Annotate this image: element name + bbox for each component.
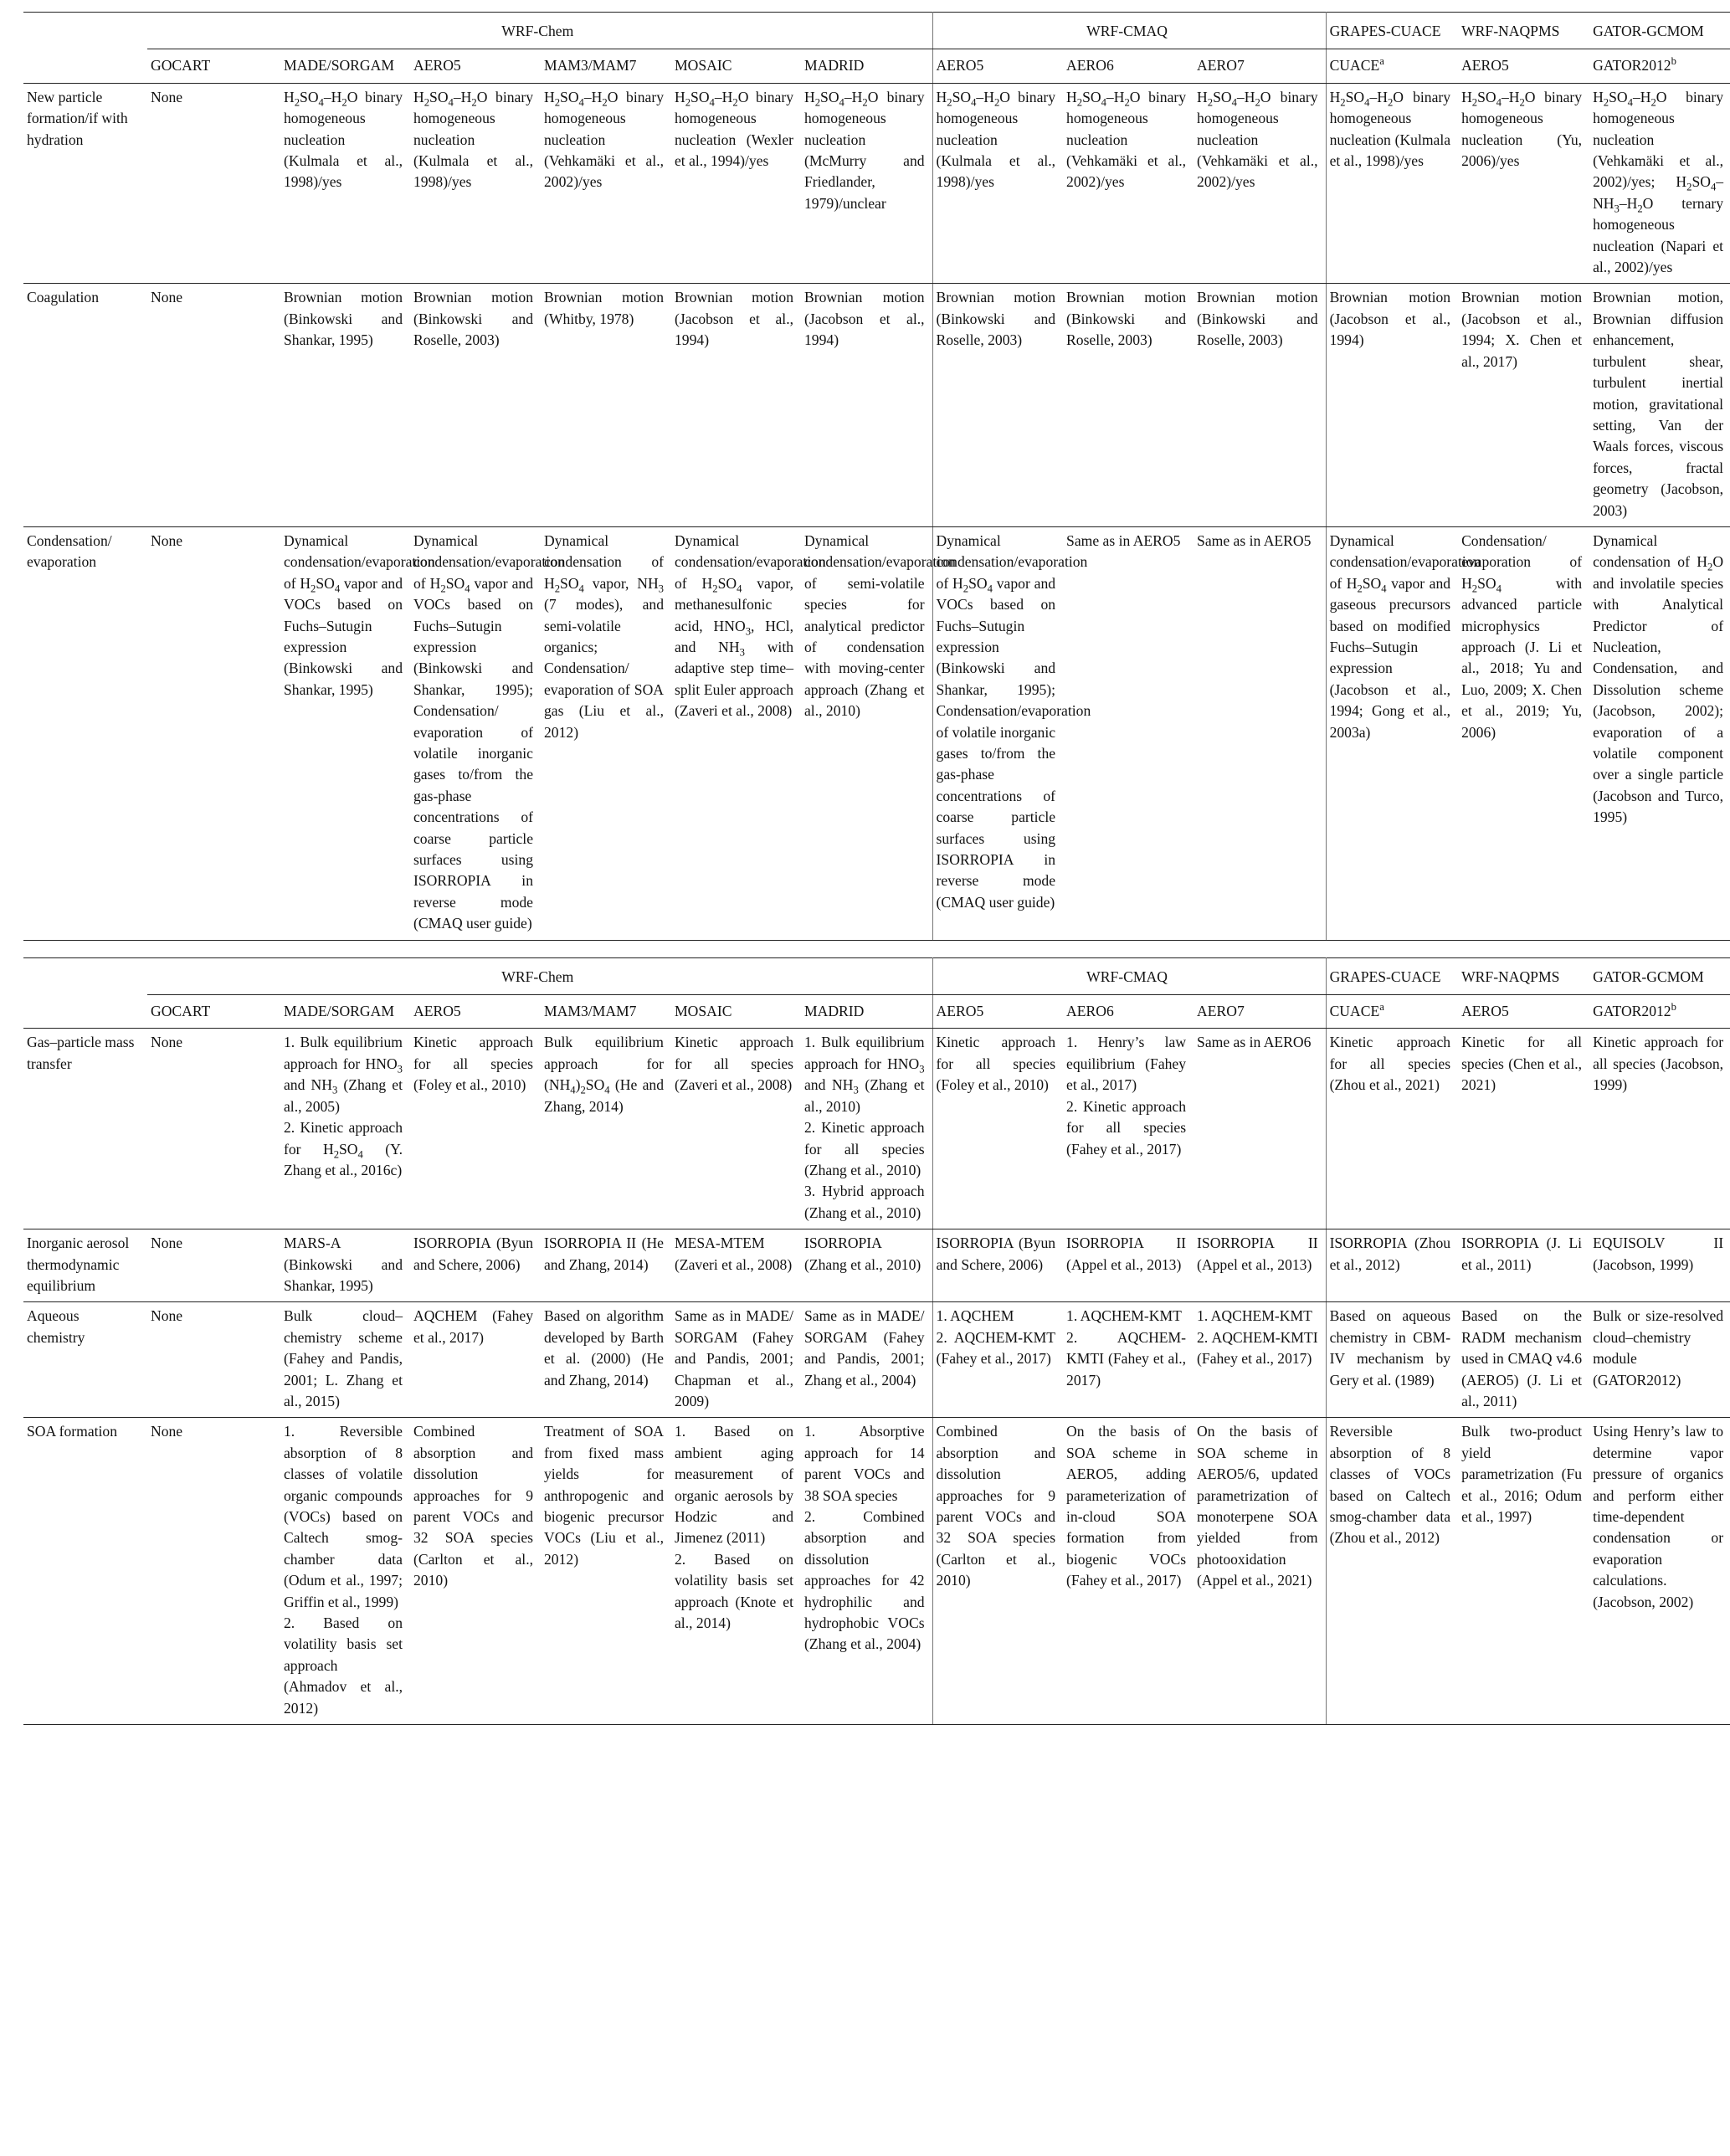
table-cell: Dynamical condensation/evaporation of $H_2SO_4$ vapor and VOCs based on Fuchs–Sutugin expression (Binkowski and Shankar, 1995); Condensation/ evaporation of volatile inorganic gases to/from the gas-phase concentrations of coarse particle surfaces using ISORROPIA in reverse mode (CMAQ user guide)	[410, 526, 541, 940]
table-cell: Dynamical condensation/evaporation of $H_2SO_4$ vapor, methanesulfonic acid, $HNO_3$, HCl, and $NH_3$ with adaptive step time–split Euler approach (Zaveri et al., 2008)	[671, 526, 801, 940]
process-label: Inorganic aerosol thermodynamic equilibrium	[23, 1229, 147, 1302]
model-group-wrf-chem: WRF-Chem	[147, 13, 932, 49]
module-header: GATOR2012$^b$	[1589, 995, 1730, 1029]
model-group-wrf-naqpms: WRF-NAQPMS	[1458, 957, 1589, 994]
process-label: New particle formation/if with hydration	[23, 83, 147, 284]
aerosol-scheme-table-part-2	[23, 957, 1730, 1725]
table-cell: $H_2SO_4-H_2O$ binary homogeneous nucleation (Vehkamäki et al., 2002)/yes	[1194, 83, 1326, 284]
table-cell: 1. Absorptive approach for 14 parent VOCs and 38 SOA species 2. Combined absorption and dissolution approaches for 42 hydrophilic and hydrophobic VOCs (Zhang et al., 2004)	[801, 1418, 932, 1725]
table-cell: Kinetic approach for all species (Zaveri et al., 2008)	[671, 1029, 801, 1229]
module-header: GATOR2012$^b$	[1589, 49, 1730, 83]
table-cell: Based on algorithm developed by Barth et al. (2000) (He and Zhang, 2014)	[541, 1302, 671, 1418]
table-cell: ISORROPIA (Byun and Schere, 2006)	[932, 1229, 1063, 1302]
module-header: MADRID	[801, 49, 932, 83]
module-header: AERO5	[1458, 49, 1589, 83]
table-cell: Bulk cloud–chemistry scheme (Fahey and Pandis, 2001; L. Zhang et al., 2015)	[280, 1302, 410, 1418]
module-header: AERO5	[1458, 995, 1589, 1029]
table-cell: ISORROPIA II (Appel et al., 2013)	[1063, 1229, 1194, 1302]
table-cell: Brownian motion (Jacobson et al., 1994)	[1326, 284, 1458, 526]
table-cell: Based on aqueous chemistry in CBM-IV mechanism by Gery et al. (1989)	[1326, 1302, 1458, 1418]
table-cell: Dynamical condensation/evaporation of semi-volatile species for analytical predictor of condensation with moving-center approach (Zhang et al., 2010)	[801, 526, 932, 940]
table-cell: $H_2SO_4-H_2O$ binary homogeneous nucleation (Yu, 2006)/yes	[1458, 83, 1589, 284]
process-label: Gas–particle mass transfer	[23, 1029, 147, 1229]
process-label: Aqueous chemistry	[23, 1302, 147, 1418]
model-group-header-row	[23, 13, 1730, 49]
table-cell: None	[147, 1418, 280, 1725]
table-cell: Brownian motion (Jacobson et al., 1994; X. Chen et al., 2017)	[1458, 284, 1589, 526]
module-header: CUACE$^a$	[1326, 995, 1458, 1029]
table-page	[23, 12, 1730, 1725]
process-label: Coagulation	[23, 284, 147, 526]
table-cell: Based on the RADM mechanism used in CMAQ v4.6 (AERO5) (J. Li et al., 2011)	[1458, 1302, 1589, 1418]
table-cell: Kinetic approach for all species (Foley et al., 2010)	[410, 1029, 541, 1229]
aerosol-scheme-table-part-1	[23, 12, 1730, 941]
module-header: AERO7	[1194, 49, 1326, 83]
table-row	[23, 526, 1730, 940]
table-cell: $H_2SO_4-H_2O$ binary homogeneous nucleation (Kulmala et al., 1998)/yes	[410, 83, 541, 284]
table-cell: Kinetic approach for all species (Foley et al., 2010)	[932, 1029, 1063, 1229]
table-cell: AQCHEM (Fahey et al., 2017)	[410, 1302, 541, 1418]
module-header-row	[23, 995, 1730, 1029]
table-cell: Kinetic approach for all species (Jacobson, 1999)	[1589, 1029, 1730, 1229]
model-group-wrf-cmaq: WRF-CMAQ	[932, 13, 1326, 49]
module-header: AERO5	[410, 49, 541, 83]
module-header: AERO6	[1063, 49, 1194, 83]
model-group-header-row	[23, 957, 1730, 994]
table-cell: ISORROPIA II (He and Zhang, 2014)	[541, 1229, 671, 1302]
table-cell: 1. Based on ambient aging measurement of organic aerosols by Hodzic and Jimenez (2011) 2. Based on volatility basis set approach (Knote et al., 2014)	[671, 1418, 801, 1725]
table-cell: Bulk equilibrium approach for $(NH_4)_2SO_4$ (He and Zhang, 2014)	[541, 1029, 671, 1229]
module-header: AERO5	[932, 995, 1063, 1029]
table-cell: $H_2SO_4-H_2O$ binary homogeneous nucleation (Vehkamäki et al., 2002)/yes; $H_2SO_4-NH_3-H_2O$ ternary homogeneous nucleation (Napari et al., 2002)/yes	[1589, 83, 1730, 284]
model-group-wrf-naqpms: WRF-NAQPMS	[1458, 13, 1589, 49]
table-cell: None	[147, 526, 280, 940]
table-cell: None	[147, 1229, 280, 1302]
model-group-gator-gcmom: GATOR-GCMOM	[1589, 13, 1730, 49]
table-row	[23, 284, 1730, 526]
table-cell: 1. AQCHEM-KMT 2. AQCHEM-KMTI (Fahey et al., 2017)	[1063, 1302, 1194, 1418]
model-group-grapes-cuace: GRAPES-CUACE	[1326, 957, 1458, 994]
table-row	[23, 83, 1730, 284]
module-header: CUACE$^a$	[1326, 49, 1458, 83]
table-row	[23, 1229, 1730, 1302]
module-header: MADE/SORGAM	[280, 995, 410, 1029]
table-cell: Brownian motion (Binkowski and Shankar, 1995)	[280, 284, 410, 526]
module-header: MAM3/MAM7	[541, 995, 671, 1029]
table-cell: ISORROPIA (J. Li et al., 2011)	[1458, 1229, 1589, 1302]
table-row	[23, 1302, 1730, 1418]
module-header: MADRID	[801, 995, 932, 1029]
module-header: AERO5	[932, 49, 1063, 83]
table-cell: Same as in AERO5	[1194, 526, 1326, 940]
table-cell: Bulk two-product yield parametrization (Fu et al., 2016; Odum et al., 1997)	[1458, 1418, 1589, 1725]
table-cell: $H_2SO_4-H_2O$ binary homogeneous nucleation (Kulmala et al., 1998)/yes	[280, 83, 410, 284]
table-cell: MESA-MTEM (Zaveri et al., 2008)	[671, 1229, 801, 1302]
module-header-row	[23, 49, 1730, 83]
table-cell: 1. Henry’s law equilibrium (Fahey et al., 2017) 2. Kinetic approach for all species (Fahey et al., 2017)	[1063, 1029, 1194, 1229]
table-cell: Combined absorption and dissolution approaches for 9 parent VOCs and 32 SOA species (Carlton et al., 2010)	[932, 1418, 1063, 1725]
table-cell: Brownian motion (Whitby, 1978)	[541, 284, 671, 526]
process-label: SOA formation	[23, 1418, 147, 1725]
module-header: MADE/SORGAM	[280, 49, 410, 83]
table-cell: Brownian motion (Binkowski and Roselle, 2003)	[410, 284, 541, 526]
table-cell: Kinetic for all species (Chen et al., 2021)	[1458, 1029, 1589, 1229]
table-cell: Bulk or size-resolved cloud–chemistry module (GATOR2012)	[1589, 1302, 1730, 1418]
table-cell: On the basis of SOA scheme in AERO5/6, updated parametrization of monoterpene SOA yielded from photooxidation (Appel et al., 2021)	[1194, 1418, 1326, 1725]
table-cell: Combined absorption and dissolution approaches for 9 parent VOCs and 32 SOA species (Carlton et al., 2010)	[410, 1418, 541, 1725]
table-cell: Dynamical condensation of $H_2SO_4$ vapor, $NH_3$ (7 modes), and semi-volatile organics; Condensation/ evaporation of SOA gas (Liu et al., 2012)	[541, 526, 671, 940]
table-cell: Condensation/ evaporation of $H_2SO_4$ with advanced particle microphysics approach (J. Li et al., 2018; Yu and Luo, 2009; X. Chen et al., 2019; Yu, 2006)	[1458, 526, 1589, 940]
table-cell: $H_2SO_4-H_2O$ binary homogeneous nucleation (Vehkamäki et al., 2002)/yes	[541, 83, 671, 284]
table-cell: Same as in MADE/ SORGAM (Fahey and Pandis, 2001; Chapman et al., 2009)	[671, 1302, 801, 1418]
process-label: Condensation/ evaporation	[23, 526, 147, 940]
table-cell: $H_2SO_4-H_2O$ binary homogeneous nucleation (McMurry and Friedlander, 1979)/unclear	[801, 83, 932, 284]
table-cell: Same as in MADE/ SORGAM (Fahey and Pandis, 2001; Zhang et al., 2004)	[801, 1302, 932, 1418]
table-cell: On the basis of SOA scheme in AERO5, adding parameterization of in-cloud SOA formation from biogenic VOCs (Fahey et al., 2017)	[1063, 1418, 1194, 1725]
table-cell: Brownian motion (Jacobson et al., 1994)	[801, 284, 932, 526]
model-group-wrf-chem: WRF-Chem	[147, 957, 932, 994]
table-cell: Brownian motion (Jacobson et al., 1994)	[671, 284, 801, 526]
table-cell: 1. Bulk equilibrium approach for $HNO_3$ and $NH_3$ (Zhang et al., 2010) 2. Kinetic approach for all species (Zhang et al., 2010) 3. Hybrid approach (Zhang et al., 2010)	[801, 1029, 932, 1229]
table-cell: Brownian motion (Binkowski and Roselle, 2003)	[1063, 284, 1194, 526]
table-cell: Using Henry’s law to determine vapor pressure of organics and perform either time-dependent condensation or evaporation calculations. (Jacobson, 2002)	[1589, 1418, 1730, 1725]
table-cell: EQUISOLV II (Jacobson, 1999)	[1589, 1229, 1730, 1302]
table-cell: ISORROPIA (Zhou et al., 2012)	[1326, 1229, 1458, 1302]
table-cell: 1. Reversible absorption of 8 classes of volatile organic compounds (VOCs) based on Caltech smog-chamber data (Odum et al., 1997; Griffin et al., 1999) 2. Based on volatility basis set approach (Ahmadov et al., 2012)	[280, 1418, 410, 1725]
module-header: MOSAIC	[671, 49, 801, 83]
table-cell: Treatment of SOA from fixed mass yields for anthropogenic and biogenic precursor VOCs (Liu et al., 2012)	[541, 1418, 671, 1725]
table-cell: Reversible absorption of 8 classes of VOCs based on Caltech smog-chamber data (Zhou et al., 2012)	[1326, 1418, 1458, 1725]
table-cell: Brownian motion (Binkowski and Roselle, 2003)	[1194, 284, 1326, 526]
table-cell: ISORROPIA (Byun and Schere, 2006)	[410, 1229, 541, 1302]
table-cell: ISORROPIA II (Appel et al., 2013)	[1194, 1229, 1326, 1302]
module-header: MAM3/MAM7	[541, 49, 671, 83]
table-cell: Dynamical condensation/evaporation of $H_2SO_4$ vapor and VOCs based on Fuchs–Sutugin expression (Binkowski and Shankar, 1995)	[280, 526, 410, 940]
table-cell: Brownian motion (Binkowski and Roselle, 2003)	[932, 284, 1063, 526]
table-cell: Dynamical condensation/evaporation of $H_2SO_4$ vapor and gaseous precursors based on modified Fuchs–Sutugin expression (Jacobson et al., 1994; Gong et al., 2003a)	[1326, 526, 1458, 940]
table-cell: Kinetic approach for all species (Zhou et al., 2021)	[1326, 1029, 1458, 1229]
module-header: AERO7	[1194, 995, 1326, 1029]
model-group-grapes-cuace: GRAPES-CUACE	[1326, 13, 1458, 49]
table-cell: $H_2SO_4-H_2O$ binary homogeneous nucleation (Kulmala et al., 1998)/yes	[1326, 83, 1458, 284]
table-cell: Brownian motion, Brownian diffusion enhancement, turbulent shear, turbulent inertial motion, gravitational setting, Van der Waals forces, viscous forces, fractal geometry (Jacobson, 2003)	[1589, 284, 1730, 526]
table-cell: $H_2SO_4-H_2O$ binary homogeneous nucleation (Wexler et al., 1994)/yes	[671, 83, 801, 284]
module-header: GOCART	[147, 49, 280, 83]
table-cell: $H_2SO_4-H_2O$ binary homogeneous nucleation (Vehkamäki et al., 2002)/yes	[1063, 83, 1194, 284]
model-group-gator-gcmom: GATOR-GCMOM	[1589, 957, 1730, 994]
table-body-part-1	[23, 83, 1730, 940]
table-cell: ISORROPIA (Zhang et al., 2010)	[801, 1229, 932, 1302]
table-cell: 1. AQCHEM-KMT 2. AQCHEM-KMTI (Fahey et al., 2017)	[1194, 1302, 1326, 1418]
table-cell: Same as in AERO5	[1063, 526, 1194, 940]
table-body-part-2	[23, 1029, 1730, 1725]
table-cell: None	[147, 1302, 280, 1418]
model-group-wrf-cmaq: WRF-CMAQ	[932, 957, 1326, 994]
table-row	[23, 1029, 1730, 1229]
table-cell: None	[147, 1029, 280, 1229]
table-row	[23, 1418, 1730, 1725]
table-cell: Dynamical condensation/evaporation of $H_2SO_4$ vapor and VOCs based on Fuchs–Sutugin expression (Binkowski and Shankar, 1995); Condensation/evaporation of volatile inorganic gases to/from the gas-phase concentrations of coarse particle surfaces using ISORROPIA in reverse mode (CMAQ user guide)	[932, 526, 1063, 940]
table-cell: MARS-A (Binkowski and Shankar, 1995)	[280, 1229, 410, 1302]
table-cell: 1. Bulk equilibrium approach for $HNO_3$ and $NH_3$ (Zhang et al., 2005) 2. Kinetic approach for $H_2SO_4$ (Y. Zhang et al., 2016c)	[280, 1029, 410, 1229]
table-cell: None	[147, 284, 280, 526]
table-cell: None	[147, 83, 280, 284]
table-cell: Same as in AERO6	[1194, 1029, 1326, 1229]
table-cell: $H_2SO_4-H_2O$ binary homogeneous nucleation (Kulmala et al., 1998)/yes	[932, 83, 1063, 284]
table-cell: Dynamical condensation of $H_2O$ and involatile species with Analytical Predictor of Nucleation, Condensation, and Dissolution scheme (Jacobson, 2002); evaporation of a volatile component over a single particle (Jacobson and Turco, 1995)	[1589, 526, 1730, 940]
module-header: AERO5	[410, 995, 541, 1029]
module-header: GOCART	[147, 995, 280, 1029]
table-cell: 1. AQCHEM 2. AQCHEM-KMT (Fahey et al., 2017)	[932, 1302, 1063, 1418]
module-header: MOSAIC	[671, 995, 801, 1029]
module-header: AERO6	[1063, 995, 1194, 1029]
